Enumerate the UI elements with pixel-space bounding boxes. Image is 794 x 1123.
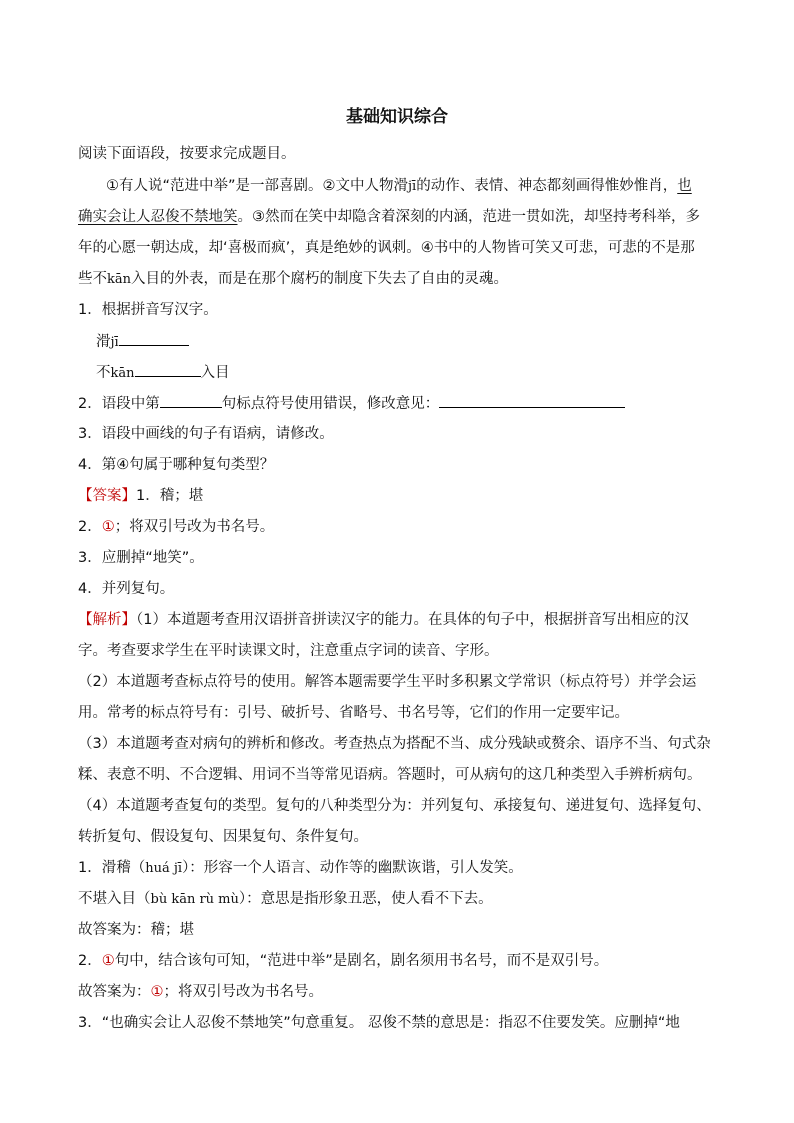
pinyin: kān <box>110 366 135 381</box>
analysis-text: 1．滑稽（ <box>78 860 146 876</box>
analysis-line: 糅、表意不明、不合逻辑、用词不当等常见语病。答题时，可从病句的这几种类型入手辨析病句。 <box>78 767 702 783</box>
passage-line-1 <box>106 176 692 197</box>
underlined-sentence: 确实会让人忍俊不禁地笑 <box>78 209 238 225</box>
circled-number: ① <box>150 984 164 1000</box>
analysis-text: ；将双引号改为书名号。 <box>163 984 323 1000</box>
analysis-line: 3．“也确实会让人忍俊不禁地笑”句意重复。 忍俊不禁的意思是：指忍不住要发笑。应删掉“地 <box>78 1015 680 1031</box>
answer-text: 2． <box>78 519 102 535</box>
analysis-text: （1）本道题考查用汉语拼音拼读汉字的能力。在具体的句子中，根据拼音写出相应的汉 <box>136 612 689 628</box>
question-4: 4．第④句属于哪种复句类型？ <box>78 457 275 473</box>
pinyin: jī <box>110 335 119 350</box>
analysis-line: 转折复句、假设复句、因果复句、条件复句。 <box>78 829 368 845</box>
analysis-line <box>78 858 523 879</box>
pinyin: bù kān rù mù <box>150 892 239 907</box>
analysis-line: （3）本道题考查对病句的辨析和修改。考查热点为搭配不当、成分残缺或赘余、语序不当、句式杂 <box>78 736 711 752</box>
passage-line-2 <box>78 207 700 227</box>
analysis-line: 故答案为：稽；堪 <box>78 922 194 938</box>
answer-3: 3．应删掉“地笑”。 <box>78 550 204 566</box>
intro-text: 阅读下面语段，按要求完成题目。 <box>78 146 296 162</box>
passage-text: 的动作、表情、神态都刻画得惟妙惟肖， <box>416 178 678 194</box>
analysis-line: 用。常考的标点符号有：引号、破折号、省略号、书名号等，它们的作用一定要牢记。 <box>78 705 629 721</box>
answer-label: 【答案】 <box>78 488 136 504</box>
analysis-text: ）：意思是指形象丑恶，使人看不下去。 <box>238 891 493 907</box>
question-1b <box>96 362 230 384</box>
answer-2 <box>78 517 274 537</box>
passage-text: ①有人说“范进中举”是一部喜剧。②文中人物滑 <box>106 178 409 194</box>
answer-4: 4．并列复句。 <box>78 581 175 597</box>
question-1: 1．根据拼音写汉字。 <box>78 302 218 318</box>
underlined-sentence: 也 <box>677 178 692 194</box>
passage-text: 些不 <box>78 271 107 287</box>
analysis-line: （4）本道题考查复句的类型。复句的八种类型分为：并列复句、承接复句、递进复句、选择复句、 <box>78 798 711 814</box>
passage-text: 入目的外表，而是在那个腐朽的制度下失去了自由的灵魂。 <box>131 271 509 287</box>
passage-line-3: 年的心愿一朝达成，却‘喜极而疯’，真是绝妙的讽刺。④书中的人物皆可笑又可悲，可悲的不是那 <box>78 240 695 256</box>
pinyin: huá jī <box>145 861 183 876</box>
answer-blank[interactable] <box>119 331 189 346</box>
analysis-text: ）：形容一个人语言、动作等的幽默诙谐，引人发笑。 <box>182 860 523 876</box>
question-text: 2．语段中第 <box>78 396 160 412</box>
question-text: 入目 <box>200 365 230 381</box>
passage-text: 。③然而在笑中却隐含着深刻的内涵，范进一贯如洗，却坚持考科举，多 <box>237 209 700 225</box>
answer-blank[interactable] <box>135 362 201 377</box>
circled-number: ① <box>101 519 115 535</box>
page-title: 基础知识综合 <box>346 107 448 127</box>
pinyin: kān <box>107 272 132 287</box>
answer-text: 1．稽；堪 <box>136 488 204 504</box>
answer-blank[interactable] <box>439 393 625 408</box>
analysis-text: 2． <box>78 953 102 969</box>
analysis-label: 【解析】 <box>78 612 136 628</box>
question-text: 滑 <box>96 334 111 350</box>
pinyin: jī <box>408 179 417 194</box>
question-3: 3．语段中画线的句子有语病，请修改。 <box>78 426 334 442</box>
analysis-line: （2）本道题考查标点符号的使用。解答本题需要学生平时多积累文学常识（标点符号）并学会运 <box>78 674 697 690</box>
answer-1 <box>78 486 203 506</box>
question-text: 句标点符号使用错误，修改意见： <box>221 396 440 412</box>
analysis-line <box>78 951 608 971</box>
question-2 <box>78 393 625 414</box>
analysis-line <box>78 982 323 1002</box>
analysis-line: 字。考查要求学生在平时读课文时，注意重点字词的读音、字形。 <box>78 643 499 659</box>
analysis-line <box>78 610 689 630</box>
analysis-line <box>78 889 493 910</box>
question-text: 不 <box>96 365 111 381</box>
answer-text: ；将双引号改为书名号。 <box>114 519 275 535</box>
answer-blank[interactable] <box>160 393 222 408</box>
circled-number: ① <box>101 953 115 969</box>
analysis-text: 句中，结合该句可知，“范进中举”是剧名，剧名须用书名号，而不是双引号。 <box>114 953 609 969</box>
question-1a <box>96 331 189 353</box>
passage-line-4 <box>78 269 508 290</box>
analysis-text: 故答案为： <box>78 984 151 1000</box>
analysis-text: 不堪入目（ <box>78 891 151 907</box>
